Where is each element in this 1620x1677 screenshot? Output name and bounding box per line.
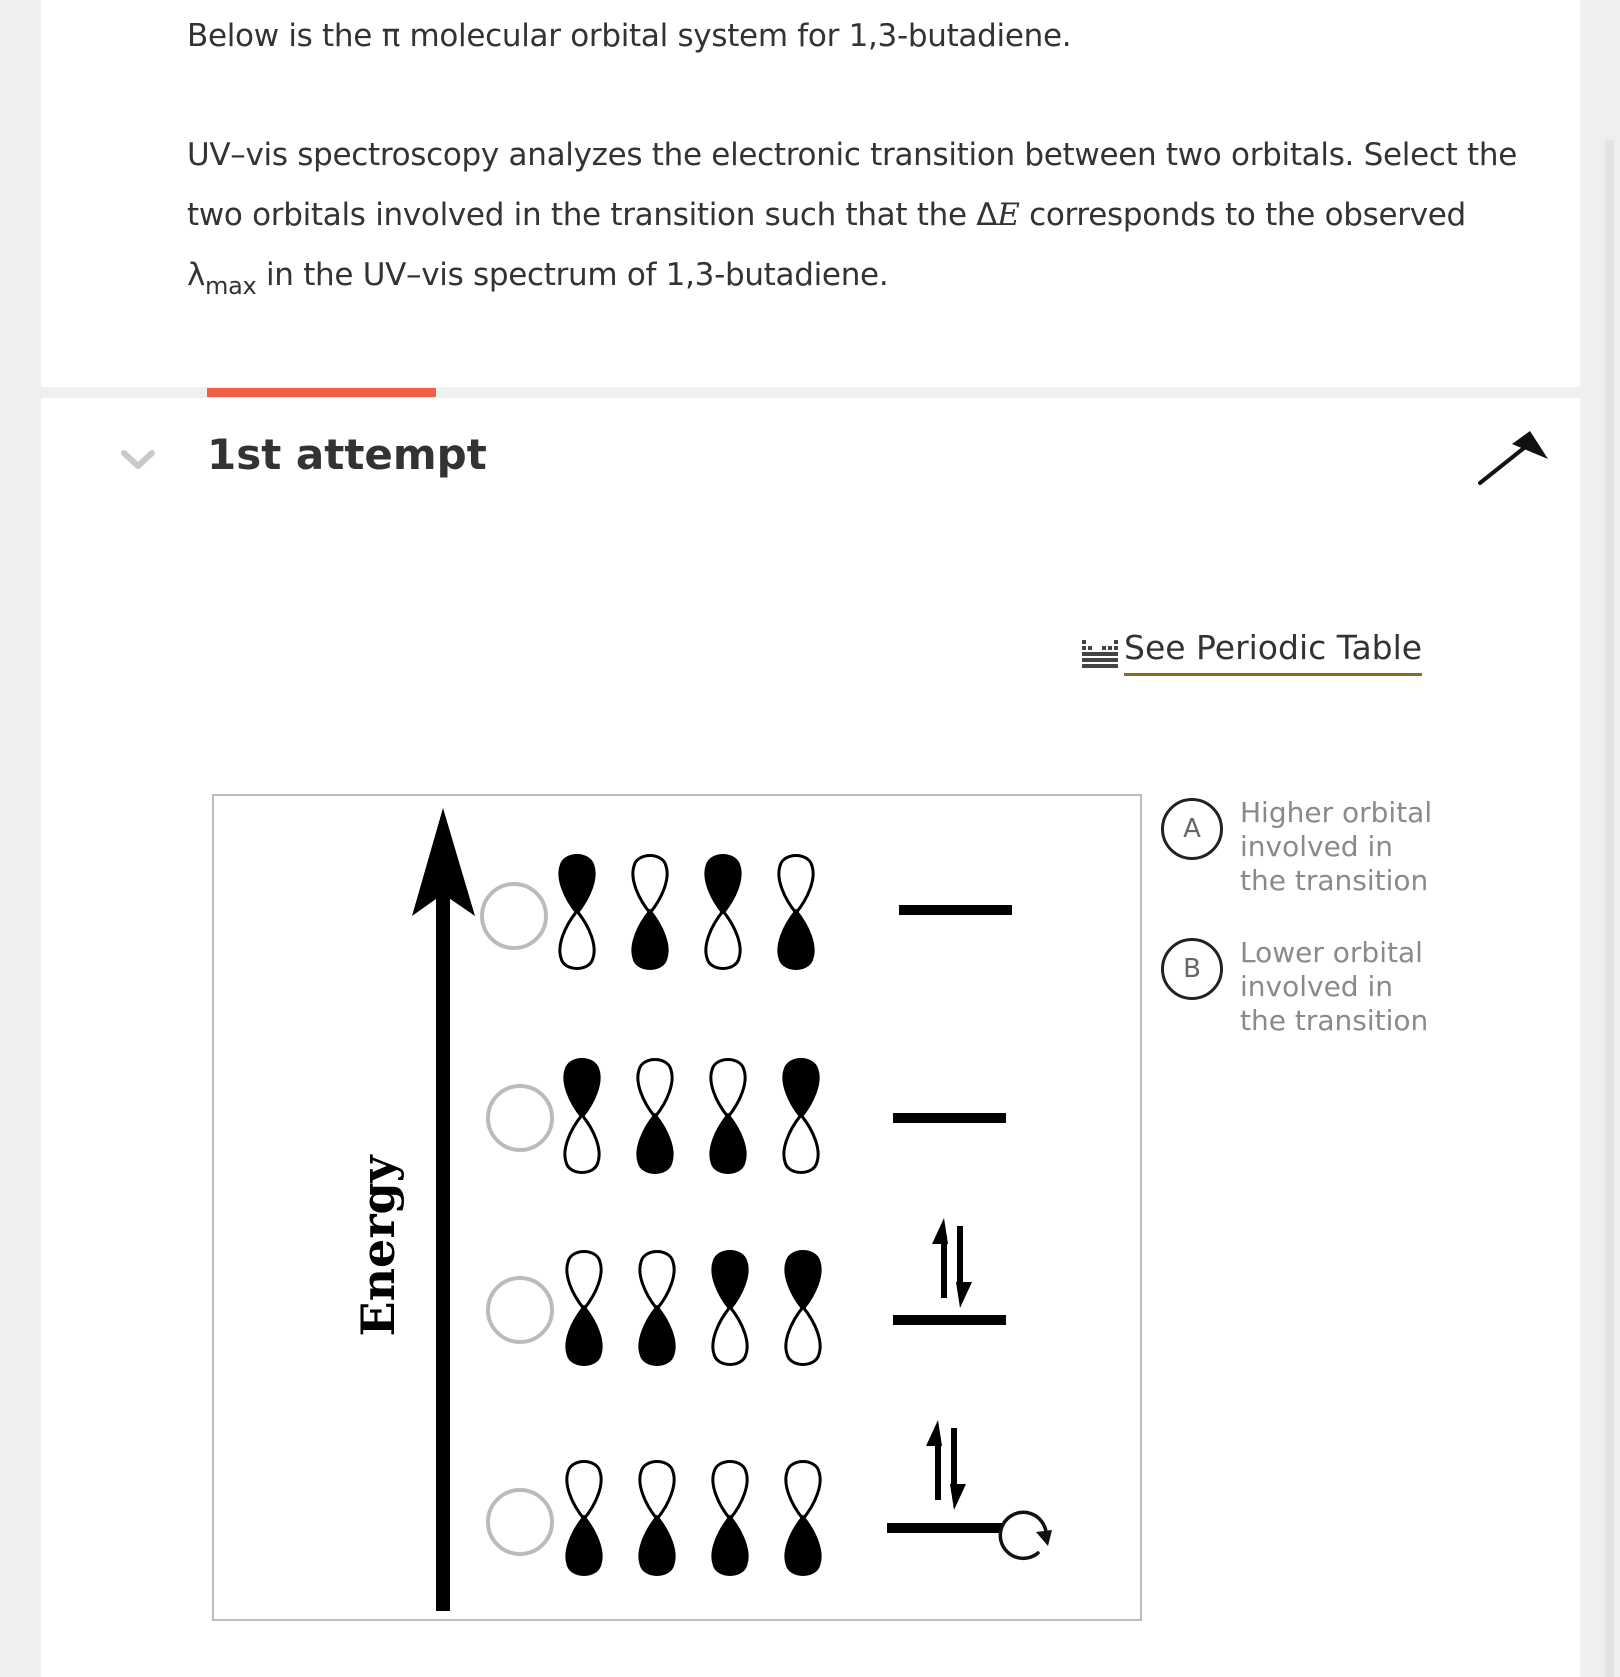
reset-icon[interactable]: [1000, 1512, 1052, 1558]
orbital-pi1: [488, 1420, 1002, 1575]
question-line-3: two orbitals involved in the transition such that the ΔE corresponds to the observed: [187, 197, 1466, 233]
energy-axis-label: Energy: [351, 1155, 405, 1337]
question-intro: Below is the π molecular orbital system for 1,3-butadiene.: [187, 18, 1072, 54]
periodic-table-icon: [1080, 630, 1120, 670]
answer-b-target[interactable]: B: [1161, 938, 1223, 1000]
orbital-pi2: [488, 1218, 1006, 1365]
orbital-radio-pi1[interactable]: [488, 1490, 552, 1554]
answer-a-label: Higher orbital involved in the transition: [1240, 796, 1433, 897]
chevron-down-icon[interactable]: [120, 448, 156, 472]
answer-option-b[interactable]: [1161, 936, 1440, 1038]
orbital-radio-pi3[interactable]: [488, 1086, 552, 1150]
pin-icon[interactable]: [1476, 430, 1554, 490]
mo-diagram: [212, 794, 1142, 1621]
answer-option-a[interactable]: [1161, 796, 1440, 898]
attempt-title: 1st attempt: [207, 430, 487, 479]
mo-diagram-canvas: [214, 796, 1140, 1619]
question-line-4: $\lambda_{max}$ in the UV–vis spectrum of 1,3-butadiene.: [187, 257, 889, 300]
scrollbar[interactable]: [1605, 140, 1614, 1677]
answer-a-target[interactable]: A: [1161, 798, 1223, 860]
energy-axis: [412, 808, 475, 1611]
attempt-tab-indicator: [207, 388, 436, 397]
periodic-table-label: See Periodic Table: [1124, 628, 1422, 676]
orbital-radio-pi2[interactable]: [488, 1278, 552, 1342]
orbital-pi4-star: [482, 856, 1012, 969]
orbital-radio-pi4[interactable]: [482, 884, 546, 948]
question-line-2: UV–vis spectroscopy analyzes the electronic transition between two orbitals. Select the: [187, 137, 1518, 173]
question-card: [41, 0, 1580, 387]
orbital-pi3-star: [488, 1060, 1006, 1173]
answer-b-label: Lower orbital involved in the transition: [1240, 936, 1429, 1037]
see-periodic-table-link[interactable]: [1080, 628, 1422, 682]
